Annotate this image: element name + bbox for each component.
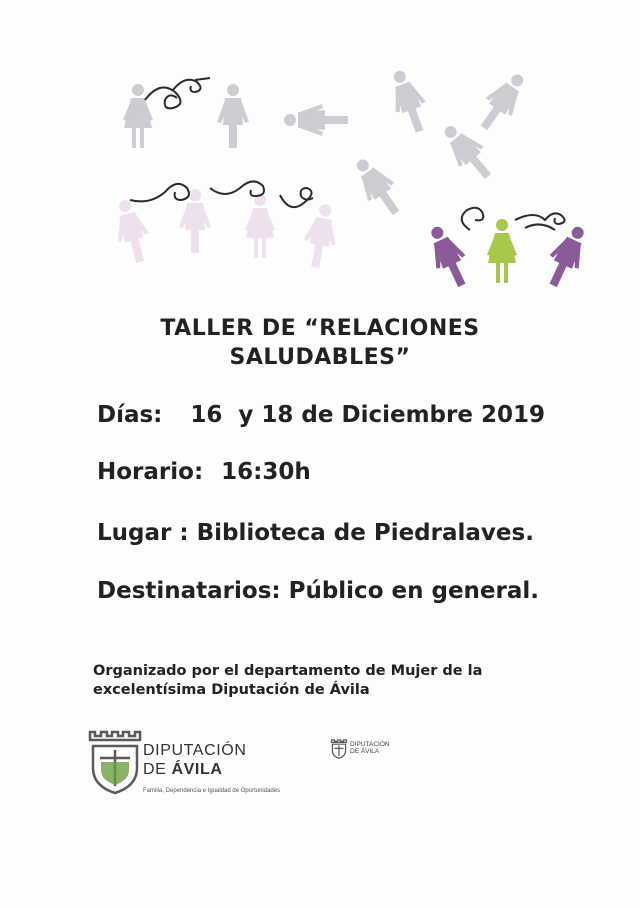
- logo-main-name: [143, 742, 246, 779]
- logo-name-prefix: DE: [143, 761, 172, 778]
- logo-name-line-2: [143, 761, 246, 779]
- crest-icon: [85, 728, 145, 796]
- crest-small-icon: [330, 737, 348, 761]
- organizer-line-1: Organizado por el departamento de Mujer de la: [93, 663, 483, 679]
- dias-value: 16 y 18 de Diciembre 2019: [190, 402, 545, 428]
- people-illustration: [95, 70, 605, 290]
- title-line-1: TALLER DE “RELACIONES: [160, 316, 480, 341]
- destinatarios-line: Destinatarios: Público en general.: [97, 578, 539, 604]
- logo-small-name: [350, 741, 390, 755]
- dias-label: Días:: [97, 402, 163, 428]
- logo-tagline: Familia, Dependencia e Igualdad de Oportunidades: [143, 788, 281, 794]
- horario-line: [97, 459, 311, 485]
- dias-line: [97, 402, 545, 428]
- logo-name-line-1: DIPUTACIÓN: [143, 742, 247, 759]
- lugar-line: Lugar : Biblioteca de Piedralaves.: [97, 520, 534, 546]
- logo-small-line-2: DE ÁVILA: [350, 748, 380, 755]
- horario-label: Horario:: [97, 459, 204, 485]
- logo-small-line-1: DIPUTACIÓN: [350, 741, 390, 748]
- title-line-2: SALUDABLES”: [229, 345, 411, 370]
- organizer-line-2: excelentísima Diputación de Ávila: [93, 682, 370, 698]
- organizer-text: [93, 662, 482, 700]
- logo-name-bold: ÁVILA: [171, 761, 223, 778]
- horario-value: 16:30h: [221, 459, 311, 485]
